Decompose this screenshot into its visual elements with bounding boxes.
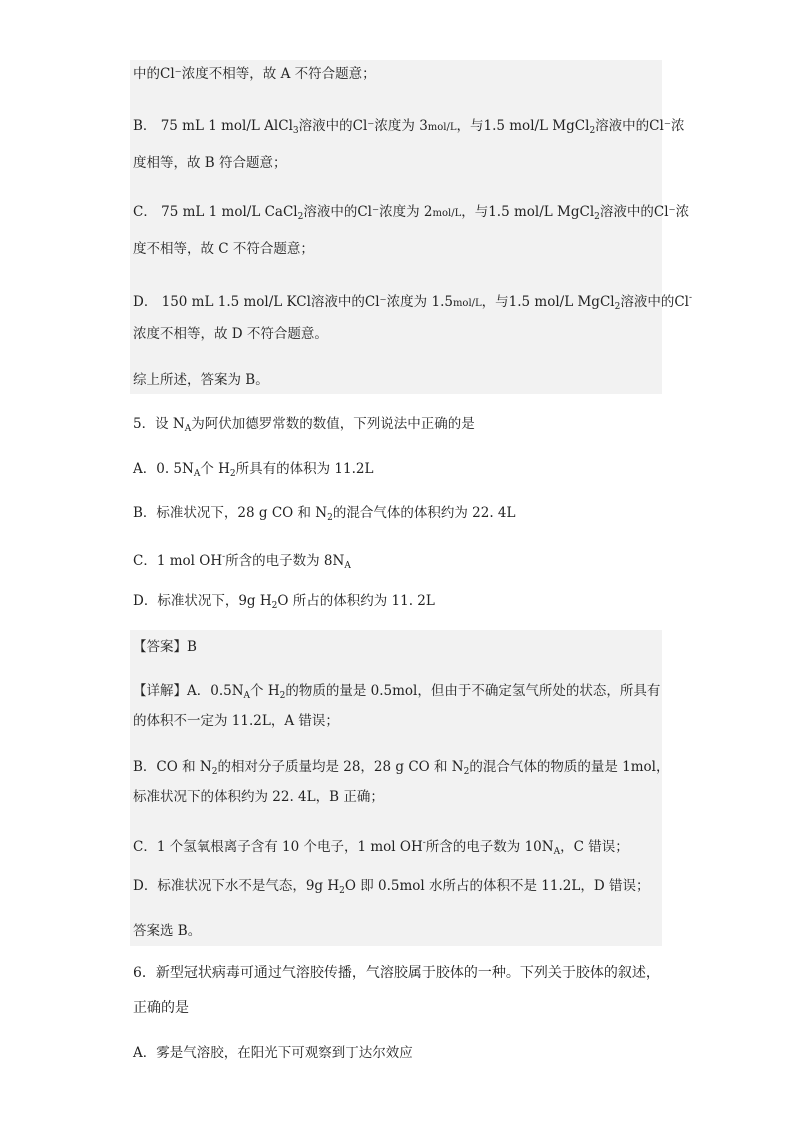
question-5-option-b: B．标准状况下，28 g CO 和 $N_2$的混合气体的体积约为 22. 4L	[133, 505, 516, 523]
explanation-line: D．标准状况下水不是气态，9g $H_2O$ 即 0.5mol 水所占的体积不是 11.2L，D 错误；	[133, 878, 650, 896]
explanation-line: 【详解】A．$0.5N_A$个 $H_2$的物质的量是 0.5mol，但由于不确定氢气所处的状态，所具有	[133, 683, 661, 701]
explanation-line: 答案选 B。	[133, 923, 202, 939]
explanation-option-b: B． 75 mL 1 mol/L AlCl$_3$溶液中的Cl⁻浓度为 3mol/L，与1.5 mol/L MgCl$_2$溶液中的Cl⁻浓	[133, 118, 685, 136]
answer-label: 【答案】B	[133, 639, 197, 655]
summary-line: 综上所述，答案为 B。	[133, 372, 269, 388]
text-line: 度不相等，故 C 不符合题意；	[133, 241, 314, 257]
question-5-option-d: D．标准状况下，9g $H_2O$ 所占的体积约为 11. 2L	[133, 593, 435, 611]
text-line: 浓度不相等，故 D 不符合题意。	[133, 326, 328, 342]
question-6-stem: 6．新型冠状病毒可通过气溶胶传播，气溶胶属于胶体的一种。下列关于胶体的叙述，	[133, 965, 660, 981]
explanation-option-c: C． 75 mL 1 mol/L CaCl$_2$溶液中的Cl⁻浓度为 2mol/L，与1.5 mol/L MgCl$_2$溶液中的Cl⁻浓	[133, 204, 690, 222]
explanation-line: C．1 个氢氧根离子含有 10 个电子，1 mol OH-所含的电子数为 $10N_A$，C 错误；	[133, 838, 629, 857]
text-line: 中的Cl⁻浓度不相等，故 A 不符合题意；	[133, 66, 376, 82]
explanation-line: B．CO 和 $N_2$的相对分子质量均是 28，28 g CO 和 $N_2$的混合气体的物质的量是 1mol，	[133, 759, 670, 777]
question-6-stem-cont: 正确的是	[133, 1000, 189, 1016]
explanation-line: 标准状况下的体积约为 22. 4L，B 正确；	[133, 789, 384, 805]
question-5-option-c: C．1 mol OH-所含的电子数为 $8N_A$	[133, 552, 351, 571]
text-line: 度相等，故 B 符合题意；	[133, 155, 287, 171]
question-5-option-a: A．0. $5N_A$个 $H_2$所具有的体积为 11.2L	[133, 461, 374, 479]
question-5-stem: 5．设 $N_A$为阿伏加德罗常数的数值，下列说法中正确的是	[133, 416, 475, 434]
question-6-option-a: A．雾是气溶胶，在阳光下可观察到丁达尔效应	[133, 1045, 413, 1061]
explanation-line: 的体积不一定为 11.2L，A 错误；	[133, 713, 339, 729]
explanation-option-d: D． 150 mL 1.5 mol/L KCl溶液中的Cl⁻浓度为 1.5mol/L，与1.5 mol/L MgCl$_2$溶液中的Cl-	[133, 293, 693, 312]
